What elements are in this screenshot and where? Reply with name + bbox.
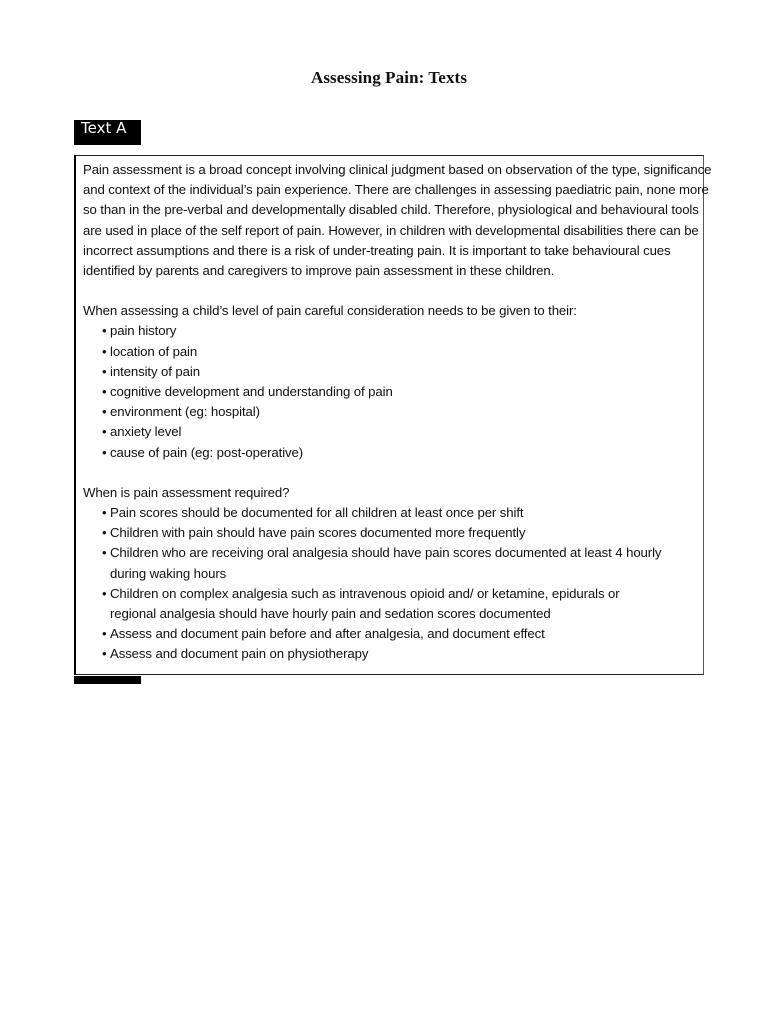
required-list	[83, 503, 703, 665]
bullet-icon: •	[102, 545, 107, 561]
list-item	[102, 382, 703, 402]
page-title: Assessing Pain: Texts	[310, 68, 468, 87]
text-a-label: Text A	[74, 120, 141, 145]
bullet-icon: •	[102, 444, 107, 460]
intro-line: so than in the pre-verbal and developmentally disabled child. Therefore, physiological and behavioural tools	[83, 202, 699, 218]
list-item	[102, 362, 703, 382]
bullet-icon: •	[102, 646, 107, 662]
list-item-text: Children on complex analgesia such as intravenous opioid and/ or ketamine, epidurals or	[110, 585, 620, 601]
required-heading: When is pain assessment required?	[83, 484, 290, 500]
bullet-icon: •	[102, 363, 107, 379]
intro-line: identified by parents and caregivers to improve pain assessment in these children.	[83, 263, 555, 279]
considerations-list	[83, 321, 703, 462]
list-item	[102, 321, 703, 341]
list-item	[102, 624, 703, 644]
bullet-icon: •	[102, 585, 107, 601]
list-item-text: Children with pain should have pain scores documented more frequently	[110, 525, 526, 541]
bullet-icon: •	[102, 404, 107, 420]
list-item	[102, 584, 703, 624]
list-item-text: anxiety level	[110, 424, 182, 440]
bullet-icon: •	[102, 424, 107, 440]
list-item-text: Assess and document pain before and after analgesia, and document effect	[110, 626, 545, 642]
bullet-icon: •	[102, 384, 107, 400]
list-item-text: Assess and document pain on physiotherapy	[110, 646, 369, 662]
text-a-end-bar	[74, 676, 141, 684]
spacer	[83, 281, 703, 301]
intro-line: are used in place of the self report of pain. However, in children with developmental disabilities there can be	[83, 222, 699, 238]
list-item-text: Pain scores should be documented for all children at least once per shift	[110, 505, 524, 521]
bullet-icon: •	[102, 323, 107, 339]
spacer	[83, 463, 703, 483]
list-item-text: cognitive development and understanding of pain	[110, 384, 393, 400]
bullet-icon: •	[102, 525, 107, 541]
intro-line: incorrect assumptions and there is a risk of under-treating pain. It is important to take behavioural cues	[83, 242, 671, 258]
bullet-icon: •	[102, 343, 107, 359]
list-item	[102, 342, 703, 362]
intro-line: and context of the individual’s pain experience. There are challenges in assessing paediatric pain, none more	[83, 182, 709, 198]
list-item-continuation: during waking hours	[110, 565, 227, 581]
list-item	[102, 443, 703, 463]
list-item-text: environment (eg: hospital)	[110, 404, 260, 420]
list-item	[102, 503, 703, 523]
list-item-text: Children who are receiving oral analgesia should have pain scores documented at least 4 hourly	[110, 545, 662, 561]
list-item-text: location of pain	[110, 343, 198, 359]
list-item	[102, 543, 703, 583]
list-item-continuation: regional analgesia should have hourly pain and sedation scores documented	[110, 606, 551, 622]
intro-paragraph	[83, 160, 712, 281]
list-item	[102, 422, 703, 442]
text-a-box	[74, 155, 712, 675]
list-item	[102, 523, 703, 543]
bullet-icon: •	[102, 505, 107, 521]
list-item-text: cause of pain (eg: post-operative)	[110, 444, 304, 460]
considerations-heading: When assessing a child’s level of pain careful consideration needs to be given to their:	[83, 303, 577, 319]
bullet-icon: •	[102, 626, 107, 642]
list-item-text: pain history	[110, 323, 177, 339]
list-item	[102, 402, 703, 422]
intro-line: Pain assessment is a broad concept involving clinical judgment based on observation of the type, significance	[83, 162, 712, 177]
list-item	[102, 644, 703, 664]
list-item-text: intensity of pain	[110, 363, 200, 379]
